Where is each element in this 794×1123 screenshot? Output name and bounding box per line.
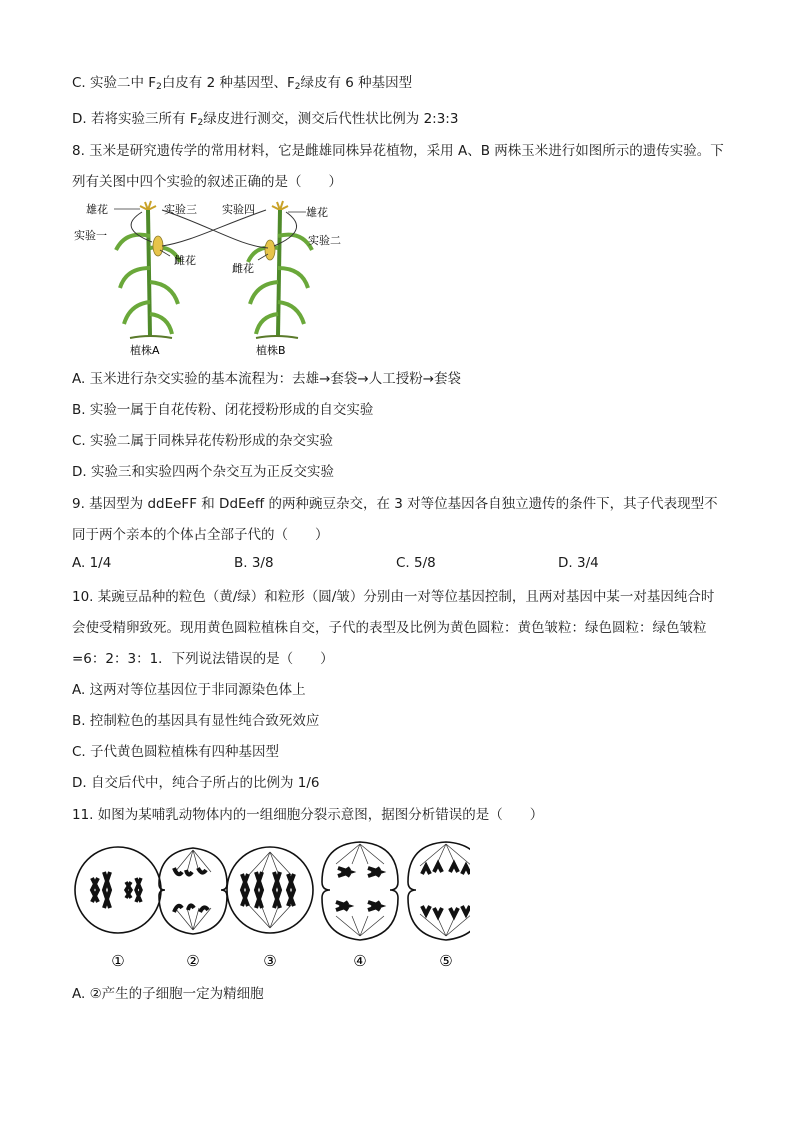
q8-option-c: C. 实验二属于同株异花传粉形成的杂交实验 (72, 433, 334, 449)
label-plant-a: 植株A (130, 344, 160, 357)
q10-option-a: A. 这两对等位基因位于非同源染色体上 (72, 682, 306, 698)
label-exp3: 实验三 (164, 203, 197, 216)
cell-4-diagram (322, 842, 398, 940)
cell-5-diagram (408, 842, 470, 940)
q7-c-sub2: 2 (294, 82, 301, 92)
q7-c-mid: 白皮有 2 种基因型、F (161, 75, 295, 91)
q8-option-b: B. 实验一属于自花传粉、闭花授粉形成的自交实验 (72, 402, 374, 418)
q7-c-pre: C. 实验二中 F (72, 75, 157, 91)
q7-d-pre: D. 若将实验三所有 F (72, 111, 198, 127)
cell-label-5: ⑤ (439, 952, 453, 970)
q7-c-sub1: 2 (156, 82, 162, 92)
corn-experiment-figure (70, 196, 360, 364)
q9-option-b: B. 3/8 (234, 555, 274, 571)
cell-label-2: ② (186, 952, 200, 970)
q8-option-d: D. 实验三和实验四两个杂交互为正反交实验 (72, 464, 334, 480)
q7-d-sub: 2 (197, 118, 204, 128)
q7-option-c (72, 73, 412, 97)
cell-label-3: ③ (263, 952, 277, 970)
cell-2-diagram (159, 848, 227, 934)
q7-option-d (72, 109, 458, 133)
cell-3-diagram (227, 847, 313, 933)
label-female-flower-left: 雌花 (174, 254, 196, 267)
q9-option-d: D. 3/4 (558, 555, 599, 571)
label-exp4: 实验四 (222, 203, 255, 216)
q9-options (72, 555, 727, 571)
q7-c-post: 绿皮有 6 种基因型 (300, 75, 413, 91)
q8-stem: 8. 玉米是研究遗传学的常用材料，它是雌雄同株异花植物，采用 A、B 两株玉米进行如图所示的遗传实验。下列有关图中四个实验的叙述正确的是（ ） (72, 143, 724, 190)
q9-option-a: A. 1/4 (72, 555, 112, 571)
q11-option-a: A. ②产生的子细胞一定为精细胞 (72, 986, 264, 1002)
label-exp2: 实验二 (308, 234, 341, 247)
cell-label-1: ① (111, 952, 125, 970)
q10-stem: 10. 某豌豆品种的粒色（黄/绿）和粒形（圆/皱）分别由一对等位基因控制，且两对基因中某一对基因纯合时会使受精卵致死。现用黄色圆粒植株自交，子代的表型及比例为黄色圆粒：黄色皱粒：绿色圆粒：绿色皱粒=6：2：3：1．下列说法错误的是（ ） (72, 589, 715, 667)
label-plant-b: 植株B (256, 344, 286, 357)
label-female-flower-right: 雌花 (232, 262, 254, 275)
q9-option-c: C. 5/8 (396, 555, 436, 571)
q8-option-a: A. 玉米进行杂交实验的基本流程为：去雄→套袋→人工授粉→套袋 (72, 371, 462, 387)
q7-d-post: 绿皮进行测交，测交后代性状比例为 2:3:3 (203, 111, 459, 127)
q10-option-d: D. 自交后代中，纯合子所占的比例为 1/6 (72, 775, 320, 791)
cell-division-figure (70, 838, 470, 974)
q10-option-c: C. 子代黄色圆粒植株有四种基因型 (72, 744, 280, 760)
q10-option-b: B. 控制粒色的基因具有显性纯合致死效应 (72, 713, 320, 729)
label-male-flower-right: 雄花 (306, 206, 328, 219)
plant-a-illustration (116, 201, 180, 338)
label-exp1: 实验一 (74, 229, 107, 242)
q11-stem: 11. 如图为某哺乳动物体内的一组细胞分裂示意图，据图分析错误的是（ ） (72, 807, 544, 823)
cell-label-4: ④ (353, 952, 367, 970)
q9-stem: 9. 基因型为 ddEeFF 和 DdEeff 的两种豌豆杂交，在 3 对等位基因各自独立遗传的条件下，其子代表现型不同于两个亲本的个体占全部子代的（ ） (72, 496, 718, 543)
cell-1-diagram (75, 847, 161, 933)
plant-b-illustration (248, 201, 312, 338)
label-male-flower-left: 雄花 (86, 203, 108, 216)
